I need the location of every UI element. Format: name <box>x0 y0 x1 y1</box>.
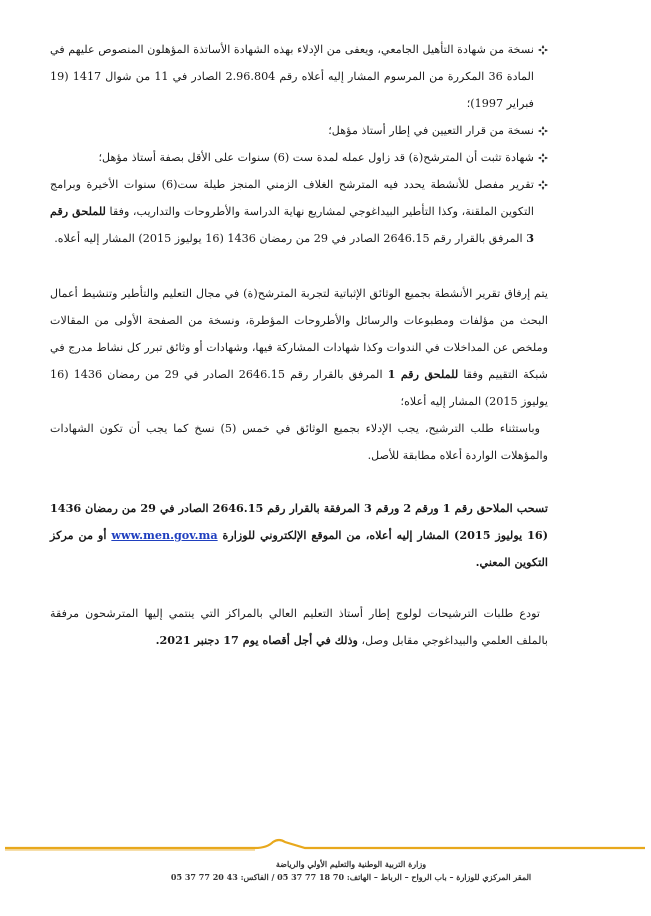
deadline-paragraph <box>50 600 548 654</box>
annexes-paragraph <box>50 495 548 576</box>
document-body <box>50 36 548 654</box>
paragraph-text: تودع طلبات الترشيحات لولوج إطار أستاذ التعليم العالي بالمراكز التي ينتمي إليها المترشحون مرفقة بالملف العلمي والبيداغوجي مقابل وصل، <box>50 607 548 647</box>
list-item-text: نسخة من شهادة التأهيل الجامعي، ويعفى من الإدلاء بهذه الشهادة الأساتذة المؤهلون المنصوص عليهم في المادة 36 المكررة من المرسوم المشار إليه أعلاه رقم 2.96.804 الصادر في 11 من شوال 1417 (19 فبراير 1997)؛ <box>50 43 535 110</box>
annex-reference: للملحق رقم 3 <box>50 204 534 245</box>
activity-report-paragraph <box>50 280 548 415</box>
footer-ministry-name: وزارة التربية الوطنية والتعليم الأولي والرياضة <box>275 859 427 869</box>
list-item-text-tail: المرفق بالقرار رقم 2646.15 الصادر في 29 من رمضان 1436 (16 يوليوز 2015) المشار إليه أعلاه. <box>54 232 527 245</box>
list-item <box>50 171 548 252</box>
list-item-text: تقرير مفصل للأنشطة يحدد فيه المترشح الغلاف الزمني المنجز طيلة ست(6) سنوات الأخيرة وبرامج التكوين الملقنة، وكذا التأطير البيداغوجي لمشاريع نهاية الدراسة والأطروحات والتداريب، وفقا <box>50 178 534 218</box>
list-item <box>50 144 548 171</box>
ministry-website-link[interactable]: www.men.gov.ma <box>111 528 218 542</box>
footer-address: المقر المركزي للوزارة – باب الرواح – الرباط – الهاتف: 70 18 77 37 05 / الفاكس: 43 20 77 37 05 <box>170 872 532 882</box>
list-item-text: شهادة تثبت أن المترشح(ة) قد زاول عمله لمدة ست (6) سنوات على الأقل بصفة أستاذ مؤهل؛ <box>98 151 534 164</box>
diamond-bullet-icon <box>538 180 548 190</box>
page-footer <box>91 858 611 884</box>
annex-reference: للملحق رقم 1 <box>387 367 459 381</box>
diamond-bullet-icon <box>538 126 548 136</box>
paragraph-text: يتم إرفاق تقرير الأنشطة بجميع الوثائق الإثباتية لتجربة المترشح(ة) في مجال التعليم والتأطير وتنشيط أعمال البحث من مؤلفات ومطبوعات والرسائل والأطروحات المؤطرة، ونسخة من الصفحة الأولى من المقالات وملخص عن المداخلات في الندوات وكذا شهادات المشاركة فيها، وشهادات أو وثائق تبرر كل نشاط مدرج في شبكة التقييم وفقا <box>50 287 549 381</box>
list-item <box>50 36 548 117</box>
paragraph-text-tail: المرفق بالقرار رقم 2646.15 الصادر في 29 من رمضان 1436 (16 يوليوز 2015) المشار إليه أعلاه؛ <box>50 368 548 408</box>
footer-decorative-line <box>5 838 645 858</box>
list-item <box>50 117 548 144</box>
diamond-bullet-icon <box>538 45 548 55</box>
copies-paragraph: وباستثناء طلب الترشيح، يجب الإدلاء بجميع الوثائق في خمس (5) نسخ كما يجب أن تكون الشهادات والمؤهلات الواردة أعلاه مطابقة للأصل. <box>50 422 548 462</box>
list-item-text: نسخة من قرار التعيين في إطار أستاذ مؤهل؛ <box>328 124 534 137</box>
paragraph-text: تسحب الملاحق رقم 1 ورقم 2 ورقم 3 المرفقة بالقرار رقم 2646.15 الصادر في 29 من رمضان 1436 (16 يوليوز 2015) المشار إليه أعلاه، من الموقع الإلكتروني للوزارة <box>50 501 549 542</box>
required-documents-list <box>50 36 548 252</box>
deadline-text: وذلك في أجل أقصاه يوم 17 دجنبر 2021. <box>155 633 358 647</box>
diamond-bullet-icon <box>538 153 548 163</box>
paragraph-text-tail: أو من مركز التكوين المعني. <box>50 528 548 569</box>
